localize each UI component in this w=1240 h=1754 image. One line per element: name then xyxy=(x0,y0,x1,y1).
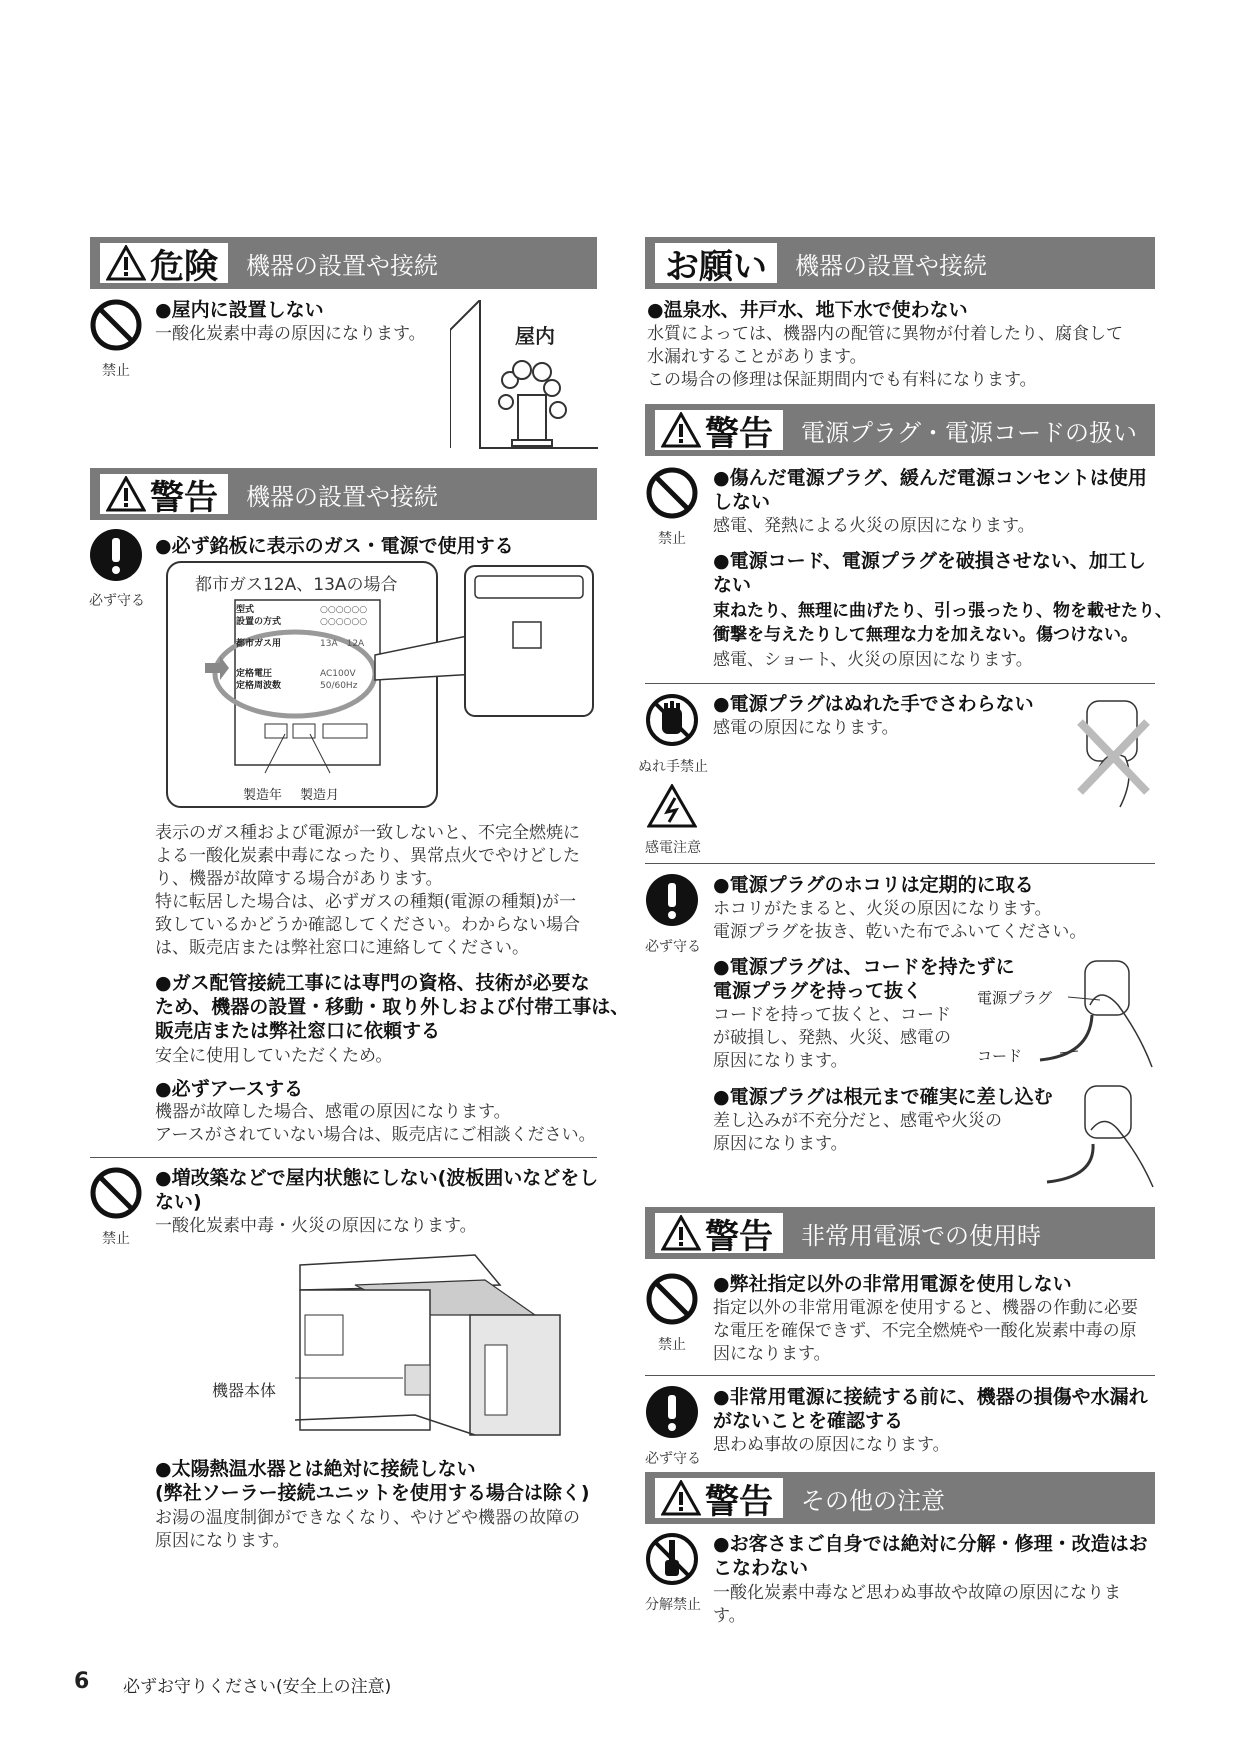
emergency-section-header xyxy=(645,1207,1155,1259)
warning-badge-label: 警告 xyxy=(150,477,218,518)
mandatory-icon xyxy=(645,1385,699,1439)
danger-item-heading: ●屋内に設置しない xyxy=(155,299,324,321)
warning-section-header-install xyxy=(90,468,597,520)
text-line: 電源プラグを抜き、乾いた布でふいてください。 xyxy=(713,922,1087,942)
heading-line: しない xyxy=(713,491,771,513)
text-line: 束ねたり、無理に曲げたり、引っ張ったり、物を載せたり、 xyxy=(713,601,1172,621)
plate-row-label: 型式 xyxy=(236,605,255,615)
disassembly-label: 分解禁止 xyxy=(645,1597,701,1613)
pull-plug-text xyxy=(713,1004,951,1073)
text-line: コードを持って抜くと、コード xyxy=(713,1005,951,1025)
gas-piping-heading xyxy=(155,971,629,1043)
dust-heading: ●電源プラグのホコリは定期的に取る xyxy=(713,874,1034,896)
heading-line: ●増改築などで屋内状態にしない(波板囲いなどをし xyxy=(155,1167,599,1189)
heading-line: がないことを確認する xyxy=(713,1410,904,1432)
warning-triangle-icon xyxy=(661,412,701,448)
warning-section-title: 機器の設置や接続 xyxy=(246,482,438,511)
indoor-label: 屋内 xyxy=(515,324,555,348)
text-line: よる一酸化炭素中毒になったり、異常点火でやけどした xyxy=(155,846,580,866)
insert-fully-heading: ●電源プラグは根元まで確実に差し込む xyxy=(713,1086,1053,1108)
ground-text xyxy=(155,1101,596,1147)
gas-power-heading: ●必ず銘板に表示のガス・電源で使用する xyxy=(155,535,514,557)
prohibited-label: 禁止 xyxy=(102,1231,130,1247)
text-line: 原因になります。 xyxy=(713,1051,848,1071)
plug-section-title: 電源プラグ・電源コードの扱い xyxy=(801,418,1137,447)
text-line: な電圧を確保できず、不完全燃焼や一酸化炭素中毒の原 xyxy=(713,1321,1137,1341)
wet-hand-text: 感電の原因になります。 xyxy=(713,718,899,738)
text-line: お湯の温度制御ができなくなり、やけどや機器の故障の xyxy=(155,1508,580,1528)
text-line: 指定以外の非常用電源を使用すると、機器の作動に必要 xyxy=(713,1298,1138,1318)
wet-hand-label: ぬれ手禁止 xyxy=(638,759,708,775)
mandatory-label: 必ず守る xyxy=(645,1451,701,1467)
heading-line: こなわない xyxy=(713,1557,809,1579)
cord-damage-bold-text xyxy=(713,599,1172,647)
text-line: 差し込みが不充分だと、感電や火災の xyxy=(713,1111,1002,1131)
heading-line: 販売店または弊社窓口に依頼する xyxy=(155,1020,441,1042)
disassembly-prohibited-icon xyxy=(645,1532,699,1586)
heading-line: ため、機器の設置・移動・取り外しおよび付帯工事は、 xyxy=(155,996,630,1018)
wet-hand-illustration xyxy=(1075,697,1155,815)
danger-section-header xyxy=(90,237,597,289)
heading-line: ●傷んだ電源プラグ、緩んだ電源コンセントは使用 xyxy=(713,467,1147,489)
text-line: す。 xyxy=(713,1606,746,1626)
prohibited-icon xyxy=(645,466,699,520)
heading-line: ない xyxy=(713,574,752,596)
request-section-header xyxy=(645,237,1155,289)
danger-section-title: 機器の設置や接続 xyxy=(246,251,438,280)
damaged-plug-heading xyxy=(713,466,1147,514)
page-number: 6 xyxy=(74,1669,90,1694)
plate-row-label: 定格電圧 xyxy=(236,669,273,679)
text-line: 衝撃を与えたりして無理な力を加えない。傷つけない。 xyxy=(713,625,1138,645)
insert-fully-text xyxy=(713,1110,1002,1156)
plate-row-value: ○○○○○○ xyxy=(320,617,368,627)
plate-row-label: 都市ガス用 xyxy=(236,639,282,649)
made-month-label: 製造月 xyxy=(300,788,340,803)
danger-item-text: 一酸化炭素中毒の原因になります。 xyxy=(155,324,426,344)
warning-badge xyxy=(655,1213,783,1257)
dust-text xyxy=(713,898,1086,944)
text-line: 水漏れすることがあります。 xyxy=(647,347,867,367)
heading-line: ●電源プラグは、コードを持たずに xyxy=(713,956,1015,978)
text-line: 原因になります。 xyxy=(155,1531,290,1551)
plate-row-label: 設置の方式 xyxy=(236,617,282,627)
text-line: 特に転居した場合は、必ずガスの種類(電源の種類)が一 xyxy=(155,892,577,912)
damaged-plug-text: 感電、発熱による火災の原因になります。 xyxy=(713,516,1035,536)
mandatory-label: 必ず守る xyxy=(645,939,701,955)
divider xyxy=(645,683,1155,684)
text-line: 表示のガス種および電源が一致しないと、不完全燃焼に xyxy=(155,823,580,843)
wet-hand-heading: ●電源プラグはぬれた手でさわらない xyxy=(713,693,1034,715)
heading-line: ●お客さまご自身では絶対に分解・修理・改造はお xyxy=(713,1533,1148,1555)
danger-badge xyxy=(100,243,228,287)
divider xyxy=(90,1157,597,1158)
request-section-title: 機器の設置や接続 xyxy=(795,251,987,280)
ground-heading: ●必ずアースする xyxy=(155,1078,304,1100)
prohibited-label: 禁止 xyxy=(658,1337,686,1353)
check-damage-text: 思わぬ事故の原因になります。 xyxy=(713,1435,950,1455)
no-enclosure-text: 一酸化炭素中毒・火災の原因になります。 xyxy=(155,1216,477,1236)
made-year-label: 製造年 xyxy=(243,788,283,803)
plate-row-value: ○○○○○○ xyxy=(320,605,368,615)
heading-line: 電源プラグを持って抜く xyxy=(713,980,923,1002)
divider xyxy=(645,863,1155,864)
wet-hand-prohibited-icon xyxy=(645,693,699,747)
plate-labels xyxy=(236,604,281,692)
plate-values xyxy=(320,604,367,692)
solar-heading xyxy=(155,1457,590,1505)
plate-row-value: 13A 12A xyxy=(320,639,365,649)
text-line: 因になります。 xyxy=(713,1344,831,1364)
insert-plug-illustration xyxy=(1045,1082,1155,1192)
gas-piping-text: 安全に使用していただくため。 xyxy=(155,1046,393,1066)
text-line: アースがされていない場合は、販売店にご相談ください。 xyxy=(155,1125,596,1145)
text-line: り、機器が故障する場合があります。 xyxy=(155,869,443,889)
prohibited-icon xyxy=(89,298,143,352)
hot-spring-heading: ●温泉水、井戸水、地下水で使わない xyxy=(647,299,968,321)
text-line: ホコリがたまると、火災の原因になります。 xyxy=(713,899,1052,919)
warning-badge-label: 警告 xyxy=(705,1216,773,1257)
heading-line: ●太陽熱温水器とは絶対に接続しない xyxy=(155,1458,476,1480)
prohibited-label: 禁止 xyxy=(102,363,130,379)
pull-plug-illustration xyxy=(1030,955,1155,1075)
request-badge xyxy=(655,243,777,287)
cord-label: コード xyxy=(977,1047,1023,1065)
plug-label: 電源プラグ xyxy=(977,989,1053,1007)
heading-line: (弊社ソーラー接続ユニットを使用する場合は除く) xyxy=(155,1482,590,1504)
warning-triangle-icon xyxy=(106,245,146,281)
no-disassembly-heading xyxy=(713,1532,1148,1580)
heading-line: ない) xyxy=(155,1191,202,1213)
pull-plug-heading xyxy=(713,955,1015,1003)
unit-body-label: 機器本体 xyxy=(212,1378,276,1401)
prohibited-icon xyxy=(89,1166,143,1220)
mandatory-icon xyxy=(645,873,699,927)
enclosure-illustration xyxy=(295,1245,595,1445)
plate-caption: 都市ガス12A、13Aの場合 xyxy=(195,575,398,595)
electric-shock-icon xyxy=(647,784,697,828)
warning-triangle-icon xyxy=(106,476,146,512)
heading-line: ●ガス配管接続工事には専門の資格、技術が必要な xyxy=(155,972,590,994)
heading-line: ●非常用電源に接続する前に、機器の損傷や水漏れ xyxy=(713,1386,1148,1408)
danger-badge-label: 危険 xyxy=(150,246,218,287)
no-enclosure-heading xyxy=(155,1166,598,1214)
cord-damage-heading xyxy=(713,549,1146,597)
emergency-section-title: 非常用電源での使用時 xyxy=(801,1221,1041,1250)
divider xyxy=(645,1375,1155,1376)
warning-triangle-icon xyxy=(661,1215,701,1251)
no-disassembly-text xyxy=(713,1582,1121,1628)
text-line: 水質によっては、機器内の配管に異物が付着したり、腐食して xyxy=(647,324,1123,344)
warning-badge xyxy=(655,410,783,454)
warning-badge xyxy=(100,474,228,518)
solar-text xyxy=(155,1507,580,1553)
warning-triangle-icon xyxy=(661,1480,701,1516)
text-line: 一酸化炭素中毒など思わぬ事故や故障の原因になりま xyxy=(713,1583,1121,1603)
emergency-power-text xyxy=(713,1297,1138,1366)
plate-row-value: 50/60Hz xyxy=(320,681,358,691)
cord-damage-text: 感電、ショート、火災の原因になります。 xyxy=(713,650,1033,670)
text-line: が破損し、発熱、火災、感電の xyxy=(713,1028,951,1048)
text-line: 機器が故障した場合、感電の原因になります。 xyxy=(155,1102,511,1122)
other-section-title: その他の注意 xyxy=(801,1486,945,1515)
mandatory-icon xyxy=(89,528,143,582)
text-line: この場合の修理は保証期間内でも有料になります。 xyxy=(647,370,1037,390)
request-badge-label: お願い xyxy=(665,246,767,287)
mandatory-label: 必ず守る xyxy=(89,593,145,609)
warning-badge xyxy=(655,1478,783,1522)
check-damage-heading xyxy=(713,1385,1148,1433)
plug-section-header xyxy=(645,404,1155,456)
gas-power-text xyxy=(155,822,580,960)
emergency-power-heading: ●弊社指定以外の非常用電源を使用しない xyxy=(713,1273,1072,1295)
heading-line: ●電源コード、電源プラグを破損させない、加工し xyxy=(713,550,1146,572)
rating-plate-illustration xyxy=(165,560,598,810)
plate-row-label: 定格周波数 xyxy=(236,681,282,691)
other-section-header xyxy=(645,1472,1155,1524)
text-line: 原因になります。 xyxy=(713,1134,848,1154)
warning-badge-label: 警告 xyxy=(705,1481,773,1522)
text-line: 致しているかどうか確認してください。わからない場合 xyxy=(155,915,580,935)
footer-text: 必ずお守りください(安全上の注意) xyxy=(123,1677,392,1697)
prohibited-label: 禁止 xyxy=(658,531,686,547)
hot-spring-text xyxy=(647,323,1123,392)
electric-shock-label: 感電注意 xyxy=(645,840,701,856)
text-line: は、販売店または弊社窓口に連絡してください。 xyxy=(155,938,529,958)
plate-row-value: AC100V xyxy=(320,669,356,679)
prohibited-icon xyxy=(645,1272,699,1326)
warning-badge-label: 警告 xyxy=(705,413,773,454)
